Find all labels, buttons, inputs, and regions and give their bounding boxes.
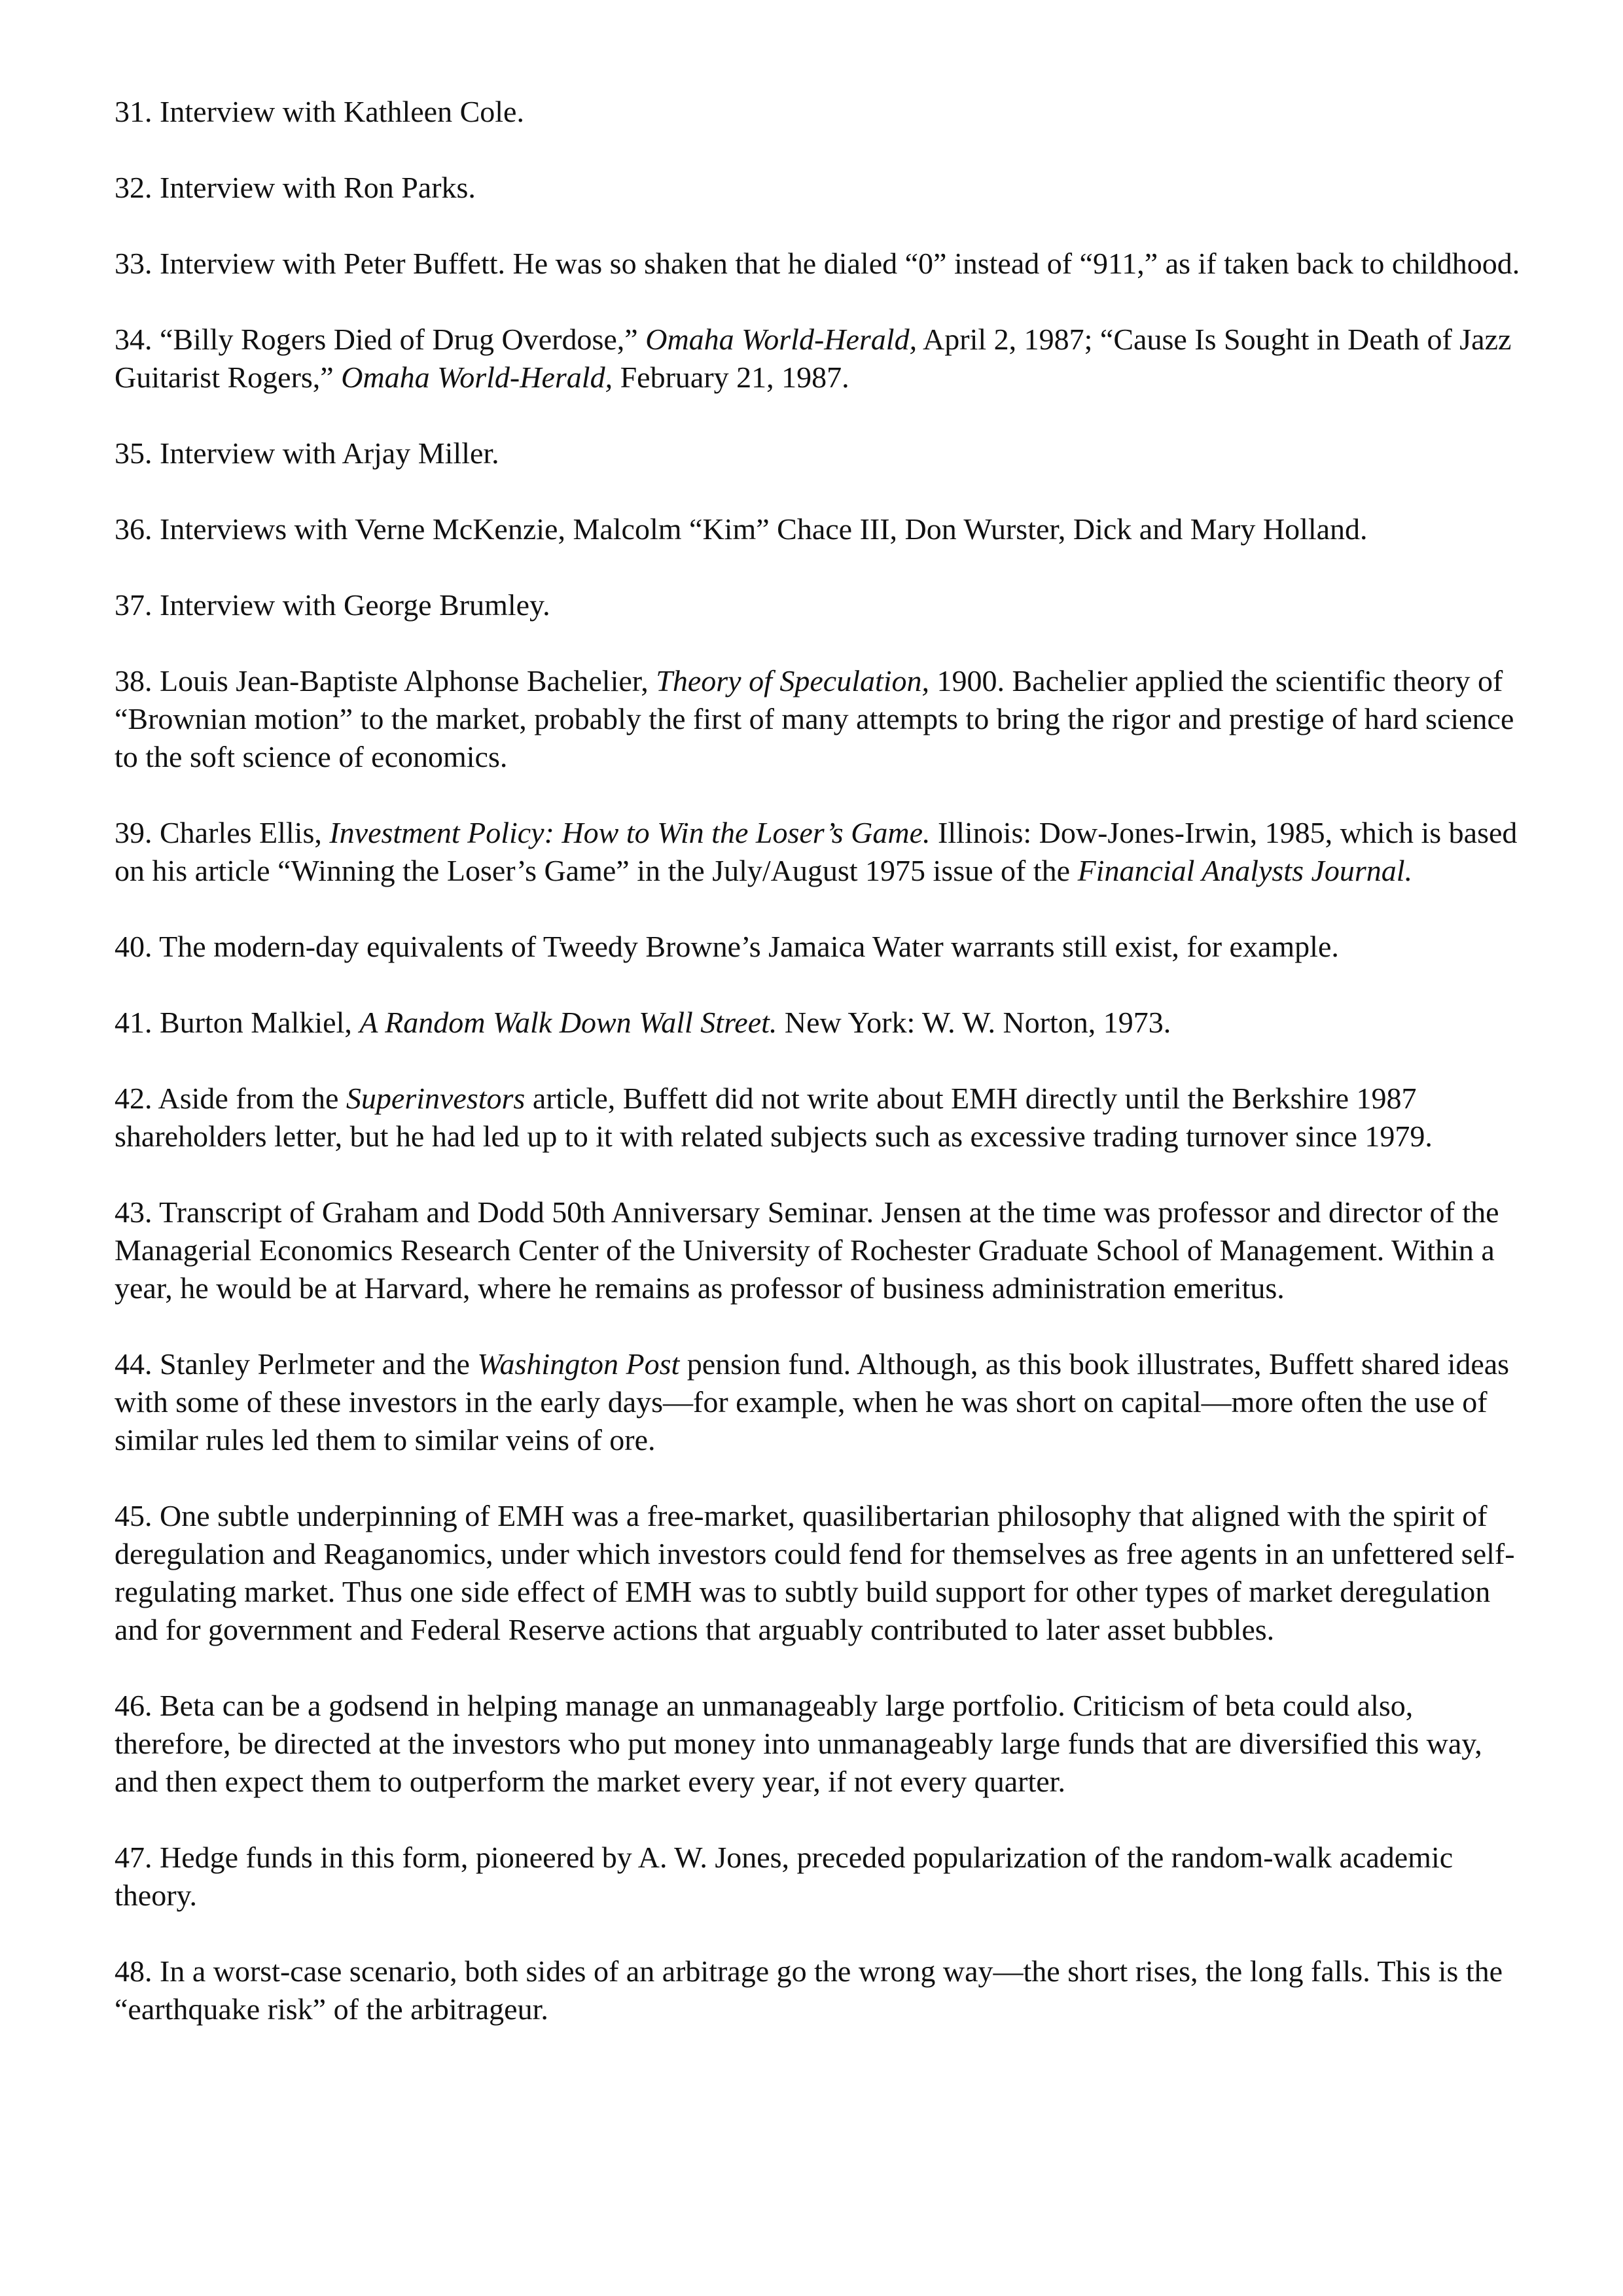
endnote-title-italic: Omaha World-Herald, [341, 361, 613, 394]
endnote [115, 928, 1528, 966]
endnote-number: 37. [115, 588, 152, 622]
endnote-text: pension fund. Although, as this book illustrates, Buffett shared ideas with some of these investors in the early days—for example, when he was short on capital—more often the use of similar rules led them to similar veins of ore. [115, 1347, 1510, 1457]
endnote-number: 47. [115, 1841, 152, 1874]
endnote [115, 1952, 1528, 2028]
endnote [115, 662, 1528, 776]
endnote-text: Interview with Kathleen Cole. [160, 95, 524, 128]
endnote-number: 38. [115, 664, 152, 698]
endnote-number: 48. [115, 1954, 152, 1988]
endnote-number: 43. [115, 1195, 152, 1229]
endnote [115, 1345, 1528, 1459]
endnote [115, 586, 1528, 624]
endnote-number: 34. [115, 323, 152, 356]
endnote-text: article, Buffett did not write about EMH directly until the Berkshire 1987 shareholders letter, but he had led up to it with related subjects such as excessive trading turnover since 1979. [115, 1082, 1433, 1153]
endnote-text: Interview with Peter Buffett. He was so shaken that he dialed “0” instead of “911,” as if taken back to childhood. [160, 247, 1520, 280]
endnote [115, 1004, 1528, 1042]
endnote-text: Interview with Arjay Miller. [160, 436, 499, 470]
endnote [115, 1497, 1528, 1649]
endnote-title-italic: Investment Policy: How to Win the Loser’s Game. [329, 816, 931, 849]
endnote-text: One subtle underpinning of EMH was a free-market, quasilibertarian philosophy that aligned with the spirit of deregulation and Reaganomics, under which investors could fend for themselves as free agents in an unfettered self-regulating market. Thus one side effect of EMH was to subtly build support for other types of market deregulation and for government and Federal Reserve actions that arguably contributed to later asset bubbles. [115, 1499, 1515, 1646]
endnote-number: 42. [115, 1082, 152, 1115]
endnote [115, 510, 1528, 548]
endnote-number: 32. [115, 171, 152, 204]
endnote [115, 1839, 1528, 1915]
endnote-text: “Billy Rogers Died of Drug Overdose,” [160, 323, 646, 356]
endnote-number: 45. [115, 1499, 152, 1532]
endnote-title-italic: Omaha World-Herald, [645, 323, 918, 356]
endnote [115, 1080, 1528, 1156]
endnote-text: New York: W. W. Norton, 1973. [777, 1006, 1171, 1039]
endnote-text: The modern-day equivalents of Tweedy Browne’s Jamaica Water warrants still exist, for example. [159, 930, 1339, 963]
endnote-number: 40. [115, 930, 152, 963]
endnote-number: 39. [115, 816, 152, 849]
endnote-number: 46. [115, 1689, 152, 1722]
endnote-text: Hedge funds in this form, pioneered by A. W. Jones, preceded popularization of the random-walk academic theory. [115, 1841, 1454, 1912]
endnote [115, 814, 1528, 890]
endnote [115, 169, 1528, 207]
endnote-text: Aside from the [158, 1082, 346, 1115]
notes-page [115, 93, 1528, 2066]
endnote [115, 93, 1528, 131]
endnote-number: 35. [115, 436, 152, 470]
endnote-text: Interviews with Verne McKenzie, Malcolm “Kim” Chace III, Don Wurster, Dick and Mary Holland. [160, 512, 1368, 546]
endnote-title-italic: Washington Post [477, 1347, 680, 1381]
endnote-text: Transcript of Graham and Dodd 50th Anniversary Seminar. Jensen at the time was professor and director of the Managerial Economics Research Center of the University of Rochester Graduate School of Management. Within a year, he would be at Harvard, where he remains as professor of business administration emeritus. [115, 1195, 1499, 1305]
endnote-title-italic: Financial Analysts Journal. [1077, 854, 1413, 887]
endnote-text: February 21, 1987. [613, 361, 849, 394]
endnote-title-italic: Superinvestors [346, 1082, 526, 1115]
endnote-text: April 2, 1987; “Cause Is Sought in Death of Jazz Guitarist Rogers,” [115, 323, 1512, 394]
endnote-text: Interview with Ron Parks. [160, 171, 476, 204]
endnote-number: 44. [115, 1347, 152, 1381]
endnote-text: Charles Ellis, [160, 816, 330, 849]
endnote-text: 1900. Bachelier applied the scientific theory of “Brownian motion” to the market, probably the first of many attempts to bring the rigor and prestige of hard science to the soft science of economics. [115, 664, 1514, 773]
endnote-text: Louis Jean-Baptiste Alphonse Bachelier, [160, 664, 656, 698]
endnote-number: 41. [115, 1006, 152, 1039]
endnote [115, 321, 1528, 397]
endnote-number: 36. [115, 512, 152, 546]
endnote-text: Burton Malkiel, [160, 1006, 360, 1039]
endnote-number: 31. [115, 95, 152, 128]
endnote [115, 1687, 1528, 1801]
endnote-title-italic: Theory of Speculation, [656, 664, 930, 698]
endnote-number: 33. [115, 247, 152, 280]
endnote [115, 434, 1528, 472]
endnote-text: Illinois: Dow-Jones-Irwin, 1985, which is based on his article “Winning the Loser’s Game” in the July/August 1975 issue of the [115, 816, 1518, 887]
endnote [115, 1193, 1528, 1307]
endnote [115, 245, 1528, 283]
endnote-text: Interview with George Brumley. [160, 588, 550, 622]
endnote-text: Stanley Perlmeter and the [160, 1347, 478, 1381]
endnote-title-italic: A Random Walk Down Wall Street. [359, 1006, 777, 1039]
endnote-text: Beta can be a godsend in helping manage an unmanageably large portfolio. Criticism of beta could also, therefore, be directed at the investors who put money into unmanageably large funds that are diversified this way, and then expect them to outperform the market every year, if not every quarter. [115, 1689, 1482, 1798]
endnote-text: In a worst-case scenario, both sides of an arbitrage go the wrong way—the short rises, the long falls. This is the “earthquake risk” of the arbitrageur. [115, 1954, 1503, 2026]
